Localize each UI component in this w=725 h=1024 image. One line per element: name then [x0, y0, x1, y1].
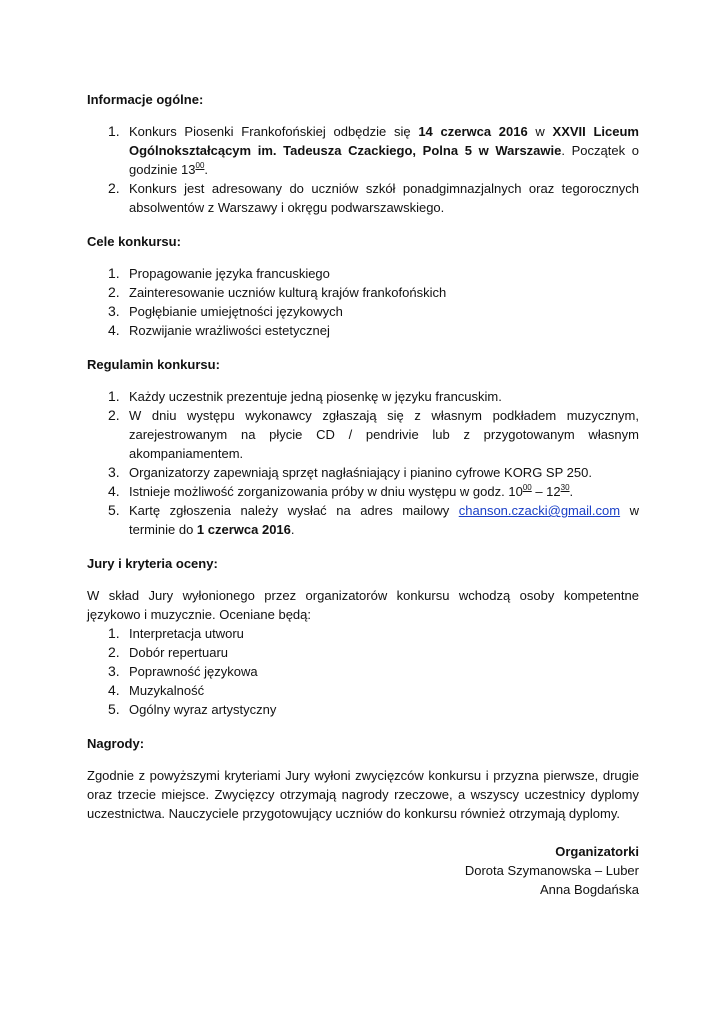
- list-item: [87, 283, 639, 302]
- item-text: Każdy uczestnik prezentuje jedną piosenkę w języku francuskim.: [129, 389, 502, 404]
- heading-jury: Jury i kryteria oceny:: [87, 556, 218, 571]
- item-text: Muzykalność: [129, 683, 205, 698]
- item-text: – 12: [531, 484, 561, 499]
- item-number: 2.: [108, 284, 120, 300]
- item-number: 2.: [108, 407, 120, 423]
- list-item: [87, 624, 639, 643]
- item-text: Propagowanie języka francuskiego: [129, 266, 330, 281]
- list-item: [87, 179, 639, 217]
- item-text: Kartę zgłoszenia należy wysłać na adres mailowy: [129, 503, 459, 518]
- signature-name: Anna Bogdańska: [539, 882, 639, 897]
- item-number: 1.: [108, 123, 120, 139]
- item-number: 4.: [108, 483, 120, 499]
- goals-list: [87, 264, 639, 340]
- section-jury: [87, 554, 639, 719]
- rules-list: [87, 387, 639, 539]
- jury-intro: W skład Jury wyłonionego przez organizatorów konkursu wchodzą osoby kompetentne językowo i muzycznie. Oceniane będą:: [87, 588, 639, 622]
- item-number: 4.: [108, 682, 120, 698]
- heading-goals: Cele konkursu:: [87, 234, 181, 249]
- item-number: 2.: [108, 644, 120, 660]
- item-text: w: [527, 124, 553, 139]
- signature-title: Organizatorki: [555, 844, 639, 859]
- item-number: 1.: [108, 265, 120, 281]
- list-item: [87, 463, 639, 482]
- document-page: [87, 90, 639, 899]
- item-number: 1.: [108, 388, 120, 404]
- list-item: [87, 321, 639, 340]
- list-item: [87, 643, 639, 662]
- list-item: [87, 387, 639, 406]
- list-item: [87, 482, 639, 501]
- item-number: 5.: [108, 701, 120, 717]
- signature-name: Dorota Szymanowska – Luber: [464, 863, 639, 878]
- item-text: Interpretacja utworu: [129, 626, 244, 641]
- list-item: [87, 302, 639, 321]
- heading-general: Informacje ogólne:: [87, 92, 204, 107]
- list-item: [87, 501, 639, 539]
- event-venue: XXVII Liceum Ogólnokształcącym im. Tadeusza Czackiego, Polna 5 w Warszawie: [129, 124, 639, 158]
- section-general: [87, 90, 639, 217]
- item-number: 1.: [108, 625, 120, 641]
- list-item: [87, 264, 639, 283]
- list-item: [87, 700, 639, 719]
- item-text: w terminie do: [129, 503, 639, 537]
- item-number: 2.: [108, 180, 120, 196]
- item-text: W dniu występu wykonawcy zgłaszają się z własnym podkładem muzycznym, zarejestrowanym na płycie CD / pendrivie lub z przygotowanym własnym akompaniamentem.: [129, 408, 639, 461]
- section-goals: [87, 232, 639, 340]
- item-number: 3.: [108, 303, 120, 319]
- item-text: .: [204, 162, 209, 177]
- item-text: Rozwijanie wrażliwości estetycznej: [129, 323, 330, 338]
- item-text: .: [569, 484, 574, 499]
- prizes-text: Zgodnie z powyższymi kryteriami Jury wyłoni zwycięzców konkursu i przyzna pierwsze, drugie oraz trzecie miejsce. Zwycięzcy otrzymają nagrody rzeczowe, a wszyscy uczestnicy dyplomy uczestnictwa. Nauczyciele przygotowujący uczniów do konkursu również otrzymają dyplomy.: [87, 768, 639, 821]
- item-text: Ogólny wyraz artystyczny: [129, 702, 277, 717]
- heading-rules: Regulamin konkursu:: [87, 357, 220, 372]
- email-link[interactable]: chanson.czacki@gmail.com: [458, 503, 621, 518]
- item-text: Organizatorzy zapewniają sprzęt nagłaśniający i pianino cyfrowe KORG SP 250.: [129, 465, 592, 480]
- signature-block: [87, 842, 639, 899]
- criteria-list: [87, 624, 639, 719]
- item-text: Zainteresowanie uczniów kulturą krajów frankofońskich: [129, 285, 447, 300]
- time-superscript: 30: [560, 483, 570, 492]
- item-text: .: [290, 522, 295, 537]
- event-date: 14 czerwca 2016: [418, 124, 528, 139]
- item-number: 3.: [108, 663, 120, 679]
- general-list: [87, 122, 639, 217]
- item-text: Pogłębianie umiejętności językowych: [129, 304, 343, 319]
- time-superscript: 00: [195, 161, 205, 170]
- item-text: Poprawność językowa: [129, 664, 258, 679]
- item-number: 4.: [108, 322, 120, 338]
- item-text: Istnieje możliwość zorganizowania próby w dniu występu w godz. 10: [129, 484, 523, 499]
- item-number: 5.: [108, 502, 120, 518]
- item-text: Dobór repertuaru: [129, 645, 228, 660]
- time-superscript: 00: [522, 483, 532, 492]
- list-item: [87, 406, 639, 463]
- item-text: Konkurs jest adresowany do uczniów szkół ponadgimnazjalnych oraz tegorocznych absolwentów z Warszawy i okręgu podwarszawskiego.: [129, 181, 639, 215]
- list-item: [87, 681, 639, 700]
- item-text: . Początek o godzinie 13: [129, 143, 639, 177]
- section-rules: [87, 355, 639, 539]
- item-text: Konkurs Piosenki Frankofońskiej odbędzie się: [129, 124, 419, 139]
- deadline-date: 1 czerwca 2016: [196, 522, 291, 537]
- item-number: 3.: [108, 464, 120, 480]
- heading-prizes: Nagrody:: [87, 736, 145, 751]
- list-item: [87, 662, 639, 681]
- list-item: [87, 122, 639, 179]
- section-prizes: [87, 734, 639, 823]
